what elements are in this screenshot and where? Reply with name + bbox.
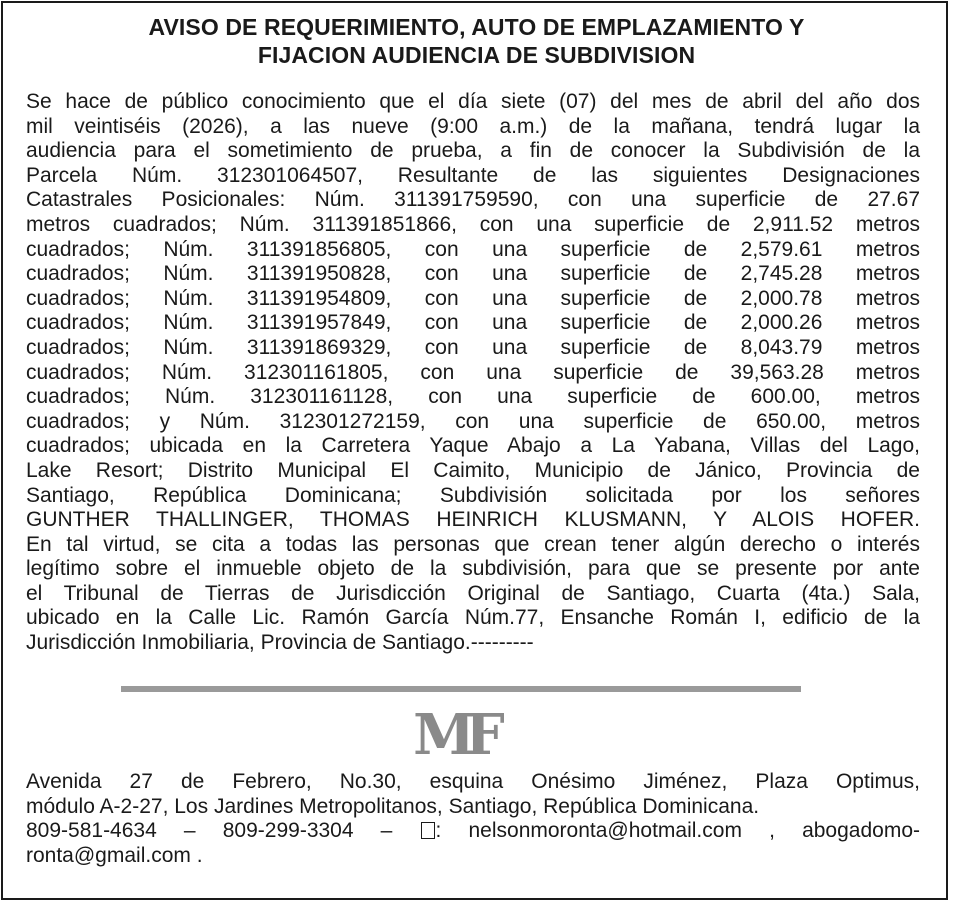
body-line: cuadrados; Núm. 311391950828, con una superficie de 2,745.28 metros <box>26 262 920 286</box>
body-line: cuadrados; y Núm. 312301272159, con una superficie de 650.00, metros <box>26 409 920 433</box>
body-line: Santiago, República Dominicana; Subdivisión solicitada por los señores <box>26 483 920 507</box>
email-text: : nelsonmoronta@hotmail.com , abogadomo- <box>435 819 920 843</box>
body-line: el Tribunal de Tierras de Jurisdicción Original de Santiago, Cuarta (4ta.) Sala, <box>26 581 920 605</box>
logo-text: MF <box>413 704 495 760</box>
notice-title <box>20 13 933 69</box>
body-line: audiencia para el sometimiento de prueba, a fin de conocer la Subdivisión de la <box>26 139 920 163</box>
email-icon <box>421 822 435 839</box>
body-line: legítimo sobre el inmueble objeto de la subdivisión, para que se presente por ante <box>26 557 920 581</box>
address-line-1: Avenida 27 de Febrero, No.30, esquina Onésimo Jiménez, Plaza Optimus, <box>26 770 920 793</box>
body-line: Se hace de público conocimiento que el día siete (07) del mes de abril del año dos <box>26 90 920 113</box>
body-line: cuadrados; Núm. 311391957849, con una superficie de 2,000.26 metros <box>26 311 920 335</box>
body-line: cuadrados; Núm. 312301161805, con una superficie de 39,563.28 metros <box>26 360 920 384</box>
body-line: Catastrales Posicionales: Núm. 311391759590, con una superficie de 27.67 <box>26 188 920 212</box>
body-line: cuadrados; ubicada en la Carretera Yaque Abajo a La Yabana, Villas del Lago, <box>26 434 920 458</box>
body-line: ubicado en la Calle Lic. Ramón García Núm.77, Ensanche Román I, edificio de la <box>26 606 920 630</box>
body-line: cuadrados; Núm. 311391954809, con una superficie de 2,000.78 metros <box>26 286 920 310</box>
body-line: Lake Resort; Distrito Municipal El Caimito, Municipio de Jánico, Provincia de <box>26 458 920 482</box>
body-line: Parcela Núm. 312301064507, Resultante de las siguientes Designaciones <box>26 163 920 187</box>
body-line: GUNTHER THALLINGER, THOMAS HEINRICH KLUSMANN, Y ALOIS HOFER. <box>26 508 920 532</box>
body-line: metros cuadrados; Núm. 311391851866, con una superficie de 2,911.52 metros <box>26 212 920 236</box>
phone-numbers: 809-581-4634 – 809-299-3304 – <box>26 819 393 843</box>
notice-body <box>26 90 920 656</box>
body-line: Jurisdicción Inmobiliaria, Provincia de Santiago.--------- <box>26 631 534 655</box>
divider-rule <box>121 686 801 692</box>
address-line-2: módulo A-2-27, Los Jardines Metropolitanos, Santiago, República Dominicana. <box>26 794 760 818</box>
contact-footer <box>26 770 920 868</box>
body-line: cuadrados; Núm. 311391856805, con una superficie de 2,579.61 metros <box>26 237 920 261</box>
title-line-1: AVISO DE REQUERIMIENTO, AUTO DE EMPLAZAMIENTO Y <box>148 14 805 40</box>
mf-logo <box>404 704 504 760</box>
contact-line <box>26 819 920 844</box>
body-line: cuadrados; Núm. 311391869329, con una superficie de 8,043.79 metros <box>26 335 920 359</box>
body-line: mil veintiséis (2026), a las nueve (9:00 a.m.) de la mañana, tendrá lugar la <box>26 114 920 138</box>
body-line: cuadrados; Núm. 312301161128, con una superficie de 600.00, metros <box>26 385 920 409</box>
title-line-2: FIJACION AUDIENCIA DE SUBDIVISION <box>257 42 696 68</box>
email-continuation: ronta@gmail.com . <box>26 843 203 867</box>
body-line: En tal virtud, se cita a todas las personas que crean tener algún derecho o interés <box>26 532 920 556</box>
